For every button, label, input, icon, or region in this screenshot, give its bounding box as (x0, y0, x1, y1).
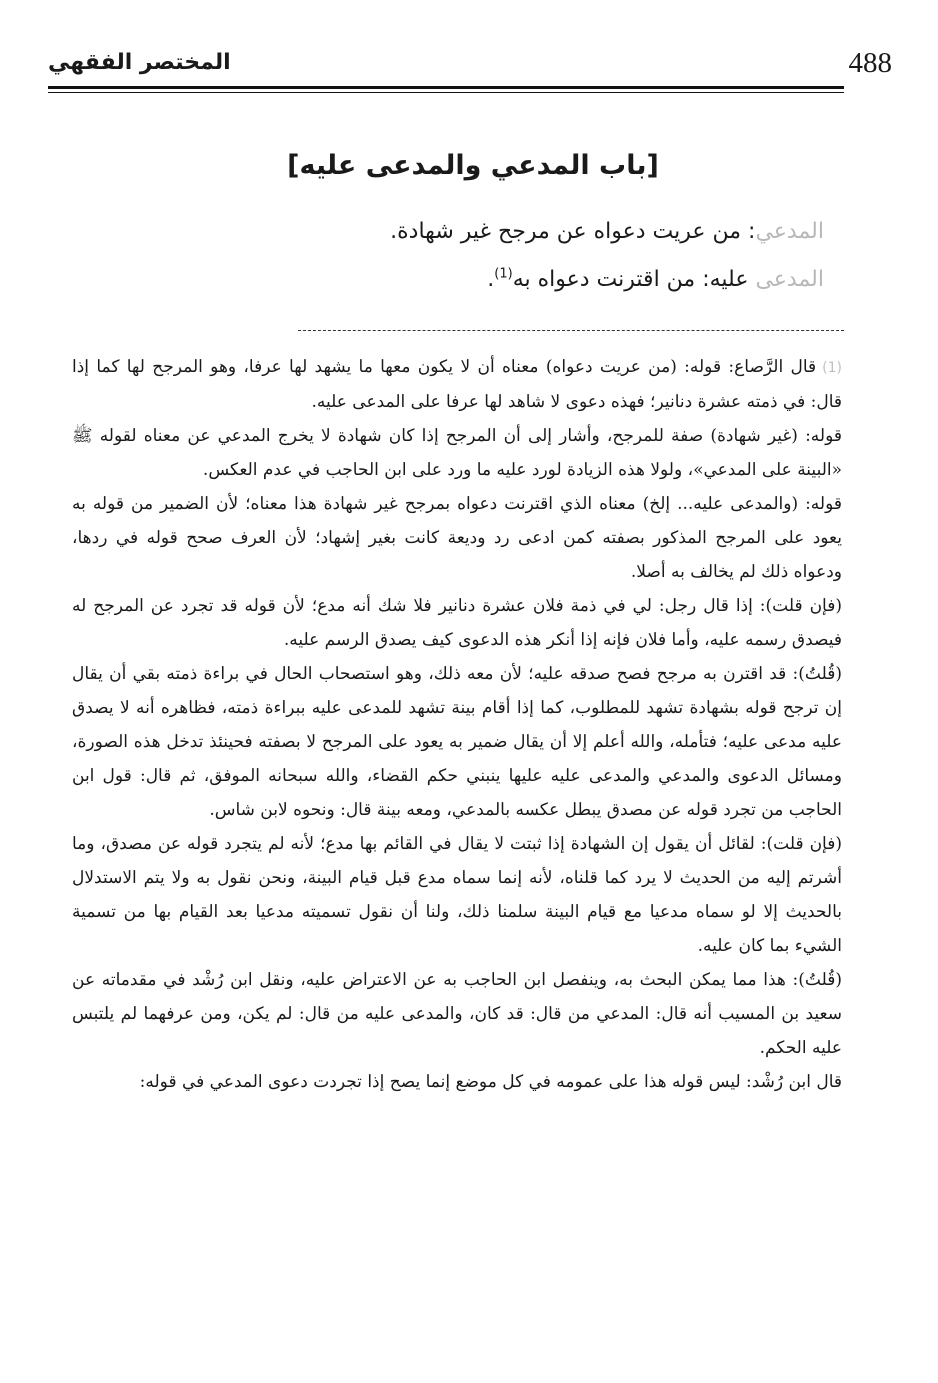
footnote-paragraph (72, 350, 842, 419)
definition-term: المدعى (755, 267, 824, 292)
footnote-reference[interactable]: (1) (494, 266, 513, 282)
footnote-paragraph: قوله: (غير شهادة) صفة للمرجح، وأشار إلى أن المرجح إذا كان شهادة لا يخرج المدعي عن معناه لقوله ﷺ «البينة على المدعي»، ولولا هذه الزيادة لورد عليه ما ورد على ابن الحاجب في عدم العكس. (72, 426, 842, 480)
definition-text: : من عريت دعواه عن مرجح غير شهادة. (390, 219, 756, 244)
footnote-paragraph-text: قال الرَّصاع: قوله: (من عريت دعواه) معناه أن لا يكون معها ما يشهد لها عرفا، وهو المرجح لها كما إذا قال: في ذمته عشرة دنانير؛ فهذه دعوى لا شاهد لها عرفا على المدعى عليه. (72, 357, 842, 412)
header-rule-thin (48, 92, 844, 93)
chapter-title: [باب المدعي والمدعى عليه] (287, 150, 659, 181)
definition-plaintiff (224, 208, 824, 256)
footnote-paragraph: (فإن قلت): إذا قال رجل: لي في ذمة فلان عشرة دنانير فلا شك أنه مدع؛ لأن قوله قد تجرد عن المرجح له فيصدق رسمه عليه، وأما فلان فإنه إذا أنكر هذه الدعوى كيف يصدق الرسم عليه. (72, 596, 842, 650)
footnote-body (72, 350, 842, 1099)
running-title: المختصر الفقهي (48, 50, 231, 75)
definition-term: المدعي (755, 219, 824, 244)
definitions-block (224, 208, 824, 304)
definition-text: عليه: من اقترنت دعواه به (512, 267, 756, 292)
footnote-paragraph: قال ابن رُشْد: ليس قوله هذا على عمومه في كل موضع إنما يصح إذا تجردت دعوى المدعي في قوله: (139, 1072, 842, 1092)
definition-tail: . (487, 267, 495, 292)
footnote-marker: (1) (822, 360, 842, 376)
footnote-separator (298, 330, 844, 331)
footnote-paragraph: (قُلتُ): قد اقترن به مرجح فصح صدقه عليه؛ لأن معه ذلك، وهو استصحاب الحال في براءة ذمته بقي أن يقال إن ترجح قوله بشهادة تشهد للمطلوب، كما إذا أقام بينة تشهد للمدعى عليه ببراءة ذمته، فظاهره أنه لا يصدق عليه مدعى عليه؛ فتأمله، والله أعلم إلا أن يقال ضمير به يعود على المرجح لا بصفته فحينئذ تدخل هذه الصورة، ومسائل الدعوى والمدعي والمدعى عليه عليها ينبني حكم القضاء، والله سبحانه الموفق، ثم قال: قول ابن الحاجب من تجرد قوله عن مصدق يبطل عكسه بالمدعي، ومعه بينة قال: ونحوه لابن شاس. (72, 664, 842, 820)
page-header (48, 44, 892, 84)
header-rule-thick (48, 86, 844, 89)
page-number: 488 (848, 47, 892, 79)
footnote-paragraph: (قُلتُ): هذا مما يمكن البحث به، وينفصل ابن الحاجب به عن الاعتراض عليه، ونقل ابن رُشْد في مقدماته عن سعيد بن المسيب أنه قال: المدعي من قال: قد كان، والمدعى عليه من قال: لم يكن، ومن عرفهما لم يلتبس عليه الحكم. (72, 970, 842, 1058)
footnote-paragraph: (فإن قلت): لقائل أن يقول إن الشهادة إذا ثبتت لا يقال في القائم بها مدع؛ لأنه لم يتجرد قوله عن مصدق، وما أشرتم إليه من الحديث لا يرد كما قلناه، لأنه إنما سماه مدع قبل قيام البينة، ونحن نقول به ولا يتم الاستدلال بالحديث إلا لو سماه مدعيا مع قيام البينة سلمنا ذلك، ولنا أن نقول تسميته مدعيا بعد القيام بها من تسمية الشيء بما كان عليه. (72, 834, 842, 956)
definition-defendant (224, 256, 824, 304)
footnote-paragraph: قوله: (والمدعى عليه... إلخ) معناه الذي اقترنت دعواه بمرجح غير شهادة هذا معناه؛ لأن الضمير من قوله به يعود على المرجح المذكور بصفته كمن ادعى رد وديعة كانت بغير إشهاد؛ لأن العرف صحح قوله في ردها، ودعواه ذلك لم يخالف به أصلا. (72, 494, 842, 582)
